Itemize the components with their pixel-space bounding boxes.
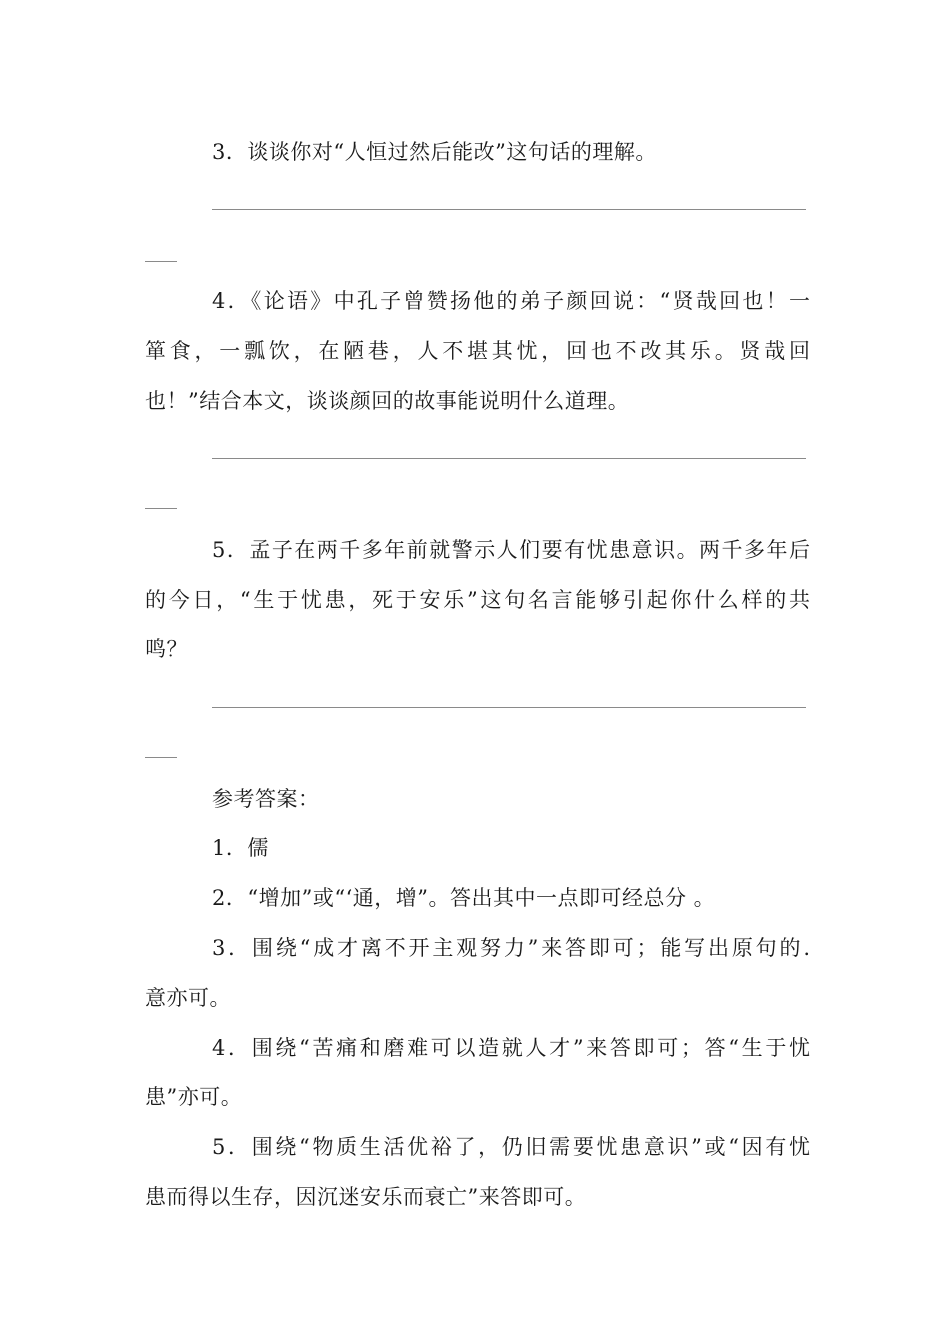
answer-5-line1: 5．围绕“物质生活优裕了，仍旧需要忧患意识”或“因有忧 bbox=[212, 1135, 810, 1159]
answer-line-short bbox=[145, 261, 177, 262]
answer-line-long bbox=[212, 209, 806, 210]
question-4-text-line3: 也！”结合本文，谈谈颜回的故事能说明什么道理。 bbox=[145, 389, 630, 413]
question-3-text: 3．谈谈你对“人恒过然后能改”这句话的理解。 bbox=[212, 140, 657, 164]
question-4-text-line2: 箪食，一瓢饮，在陋巷，人不堪其忧，回也不改其乐。贤哉回 bbox=[145, 339, 810, 363]
answers-heading: 参考答案： bbox=[212, 787, 320, 811]
question-5-text-line3: 鸣？ bbox=[145, 637, 188, 661]
question-5-text-line1: 5．孟子在两千多年前就警示人们要有忧患意识。两千多年后 bbox=[212, 538, 810, 562]
answer-line-long bbox=[212, 707, 806, 708]
question-5-text-line2: 的今日，“生于忧患，死于安乐”这句名言能够引起你什么样的共 bbox=[145, 588, 810, 612]
answer-5-line2: 患而得以生存，因沉迷安乐而衰亡”来答即可。 bbox=[145, 1185, 587, 1209]
answer-3-line1: 3．围绕“成才离不开主观努力”来答即可；能写出原句的. bbox=[212, 936, 810, 960]
answer-line-long bbox=[212, 458, 806, 459]
answer-1: 1．儒 bbox=[212, 836, 269, 860]
answer-4-line2: 患”亦可。 bbox=[145, 1085, 243, 1109]
answer-line-short bbox=[145, 508, 177, 509]
answer-line-short bbox=[145, 757, 177, 758]
answer-4-line1: 4．围绕“苦痛和磨难可以造就人才”来答即可；答“生于忧 bbox=[212, 1036, 810, 1060]
answer-2: 2．“增加”或“‘通，增”。答出其中一点即可经总分 。 bbox=[212, 886, 716, 910]
question-4-text-line1: 4．《论语》中孔子曾赞扬他的弟子颜回说：“贤哉回也！一 bbox=[212, 289, 810, 313]
answer-3-line2: 意亦可。 bbox=[145, 986, 231, 1010]
